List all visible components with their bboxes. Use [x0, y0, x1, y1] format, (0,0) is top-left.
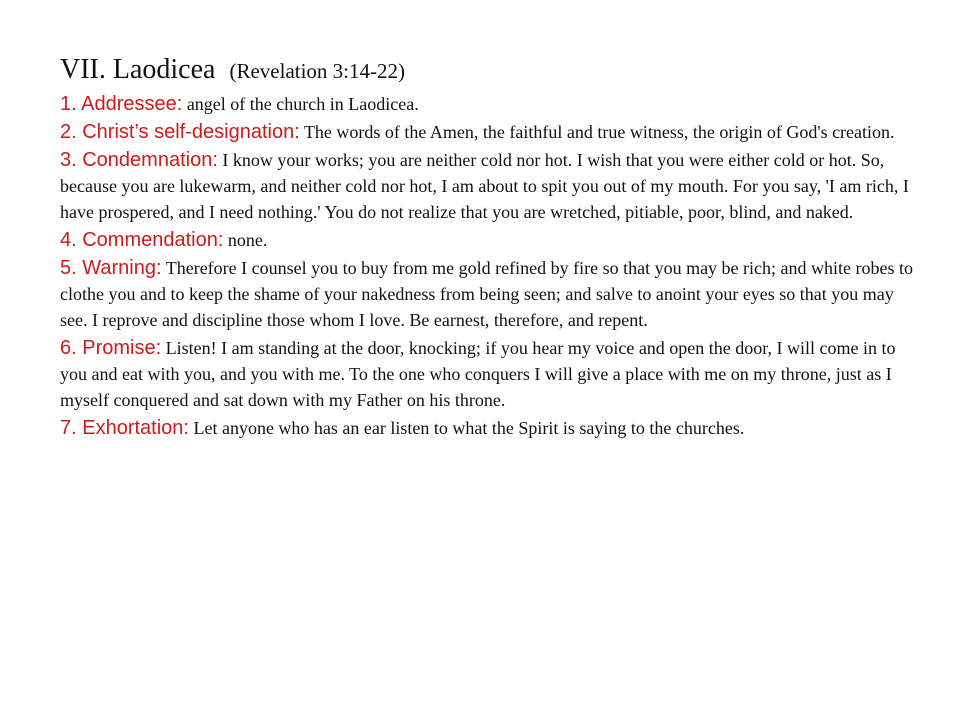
point-exhortation [60, 415, 916, 441]
point-text: The words of the Amen, the faithful and true witness, the origin of God's creation. [303, 121, 895, 142]
point-label: 7. Exhortation: [60, 416, 189, 439]
point-self-designation [60, 119, 916, 145]
slide-title [60, 48, 916, 87]
title-main: VII. Laodicea [60, 54, 216, 85]
point-label: 2. Christ’s self-designation: [60, 120, 300, 143]
point-condemnation [60, 147, 916, 225]
point-label: 1. Addressee: [60, 92, 183, 115]
points-list [60, 91, 916, 441]
point-label: 4. Commendation: [60, 228, 224, 251]
point-text: Listen! I am standing at the door, knocking; if you hear my voice and open the door, I will come in to you and eat with you, and you with me. To the one who conquers I will give a place with me on my throne, just as I myself conquered and sat down with my Father on his throne. [60, 337, 896, 410]
point-text: Let anyone who has an ear listen to what the Spirit is saying to the churches. [193, 417, 745, 438]
slide-content [60, 48, 916, 443]
point-text: I know your works; you are neither cold nor hot. I wish that you were either cold or hot. So, because you are lukewarm, and neither cold nor hot, I am about to spit you out of my mouth. For you say, 'I am rich, I have prospered, and I need nothing.' You do not realize that you are wretched, pitiable, poor, blind, and naked. [60, 149, 909, 222]
point-text: Therefore I counsel you to buy from me gold refined by fire so that you may be rich; and white robes to clothe you and to keep the shame of your nakedness from being seen; and salve to anoint your eyes so that you may see. I reprove and discipline those whom I love. Be earnest, therefore, and repent. [60, 257, 913, 330]
point-addressee [60, 91, 916, 117]
point-text: none. [227, 229, 268, 250]
title-reference: (Revelation 3:14-22) [229, 59, 406, 83]
point-label: 3. Condemnation: [60, 148, 218, 171]
point-label: 5. Warning: [60, 256, 162, 279]
point-commendation [60, 227, 916, 253]
point-label: 6. Promise: [60, 336, 162, 359]
point-warning [60, 255, 916, 333]
point-promise [60, 335, 916, 413]
point-text: angel of the church in Laodicea. [186, 93, 419, 114]
